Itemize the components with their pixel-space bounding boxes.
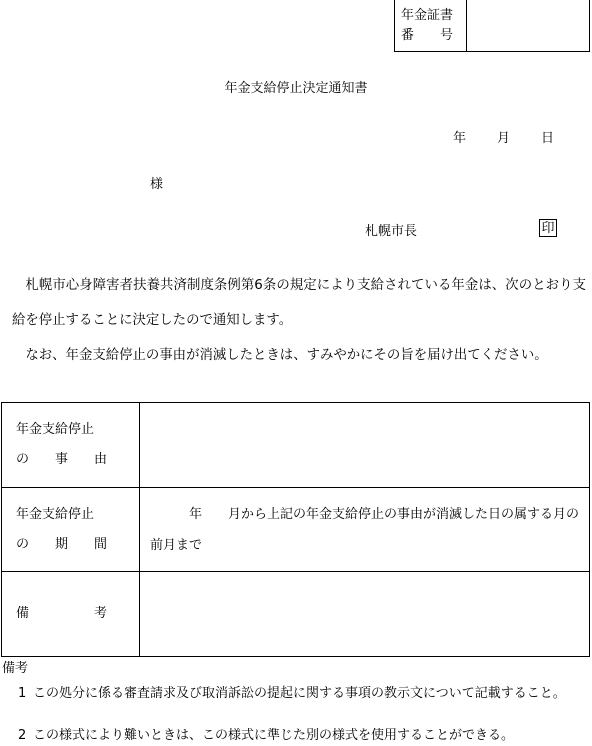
note-item-1 (18, 683, 588, 704)
notice-body (12, 268, 586, 373)
remarks-label (2, 572, 140, 657)
note-text-1: この処分に係る審査請求及び取消訴訟の提起に関する事項の教示文について記載すること。 (33, 686, 566, 701)
period-label (2, 488, 140, 572)
reason-label-line2: の 事 由 (16, 452, 108, 467)
period-field[interactable]: 年 月から上記の年金支給停止の事由が消滅した日の属する月の前月まで (140, 488, 590, 572)
table-row-period (2, 488, 590, 572)
reason-label (2, 403, 140, 488)
reason-label-line1: 年金支給停止 (16, 422, 95, 437)
date-year: 年 (453, 131, 467, 146)
certificate-number-box (394, 0, 590, 52)
date-day: 日 (541, 131, 555, 146)
addressee-suffix: 様 (150, 177, 164, 192)
table-row-reason (2, 403, 590, 488)
note-number-2: 2 (18, 728, 27, 743)
notes-heading: 備考 (2, 661, 29, 676)
certificate-label-line1: 年金証書 (401, 8, 454, 23)
details-table (1, 402, 590, 657)
period-label-line2: の 期 間 (16, 536, 108, 552)
issuer-name: 札幌市長 (365, 224, 418, 239)
notice-paragraph-2: なお、年金支給停止の事由が消滅したときは、すみやかにその旨を届け出てください。 (25, 348, 548, 363)
note-item-2 (18, 725, 588, 746)
period-label-line1: 年金支給停止 (16, 506, 95, 522)
certificate-number-label (395, 0, 467, 51)
date-month: 月 (497, 131, 511, 146)
remarks-field[interactable] (140, 572, 590, 657)
table-row-remarks (2, 572, 590, 657)
notice-paragraph-1: 札幌市心身障害者扶養共済制度条例第6条の規定により支給されている年金は、次のとおり支給を停止することに決定したので通知します。 (12, 278, 586, 328)
document-title: 年金支給停止決定通知書 (224, 81, 368, 96)
seal-mark: 印 (539, 219, 557, 237)
reason-field[interactable] (140, 403, 590, 488)
certificate-label-line2: 番 号 (401, 28, 454, 43)
note-number-1: 1 (18, 686, 27, 701)
note-text-2: この様式により難いときは、この様式に準じた別の様式を使用することができる。 (33, 728, 515, 743)
remarks-label-text: 備 考 (16, 606, 108, 621)
certificate-number-field[interactable] (467, 0, 589, 51)
